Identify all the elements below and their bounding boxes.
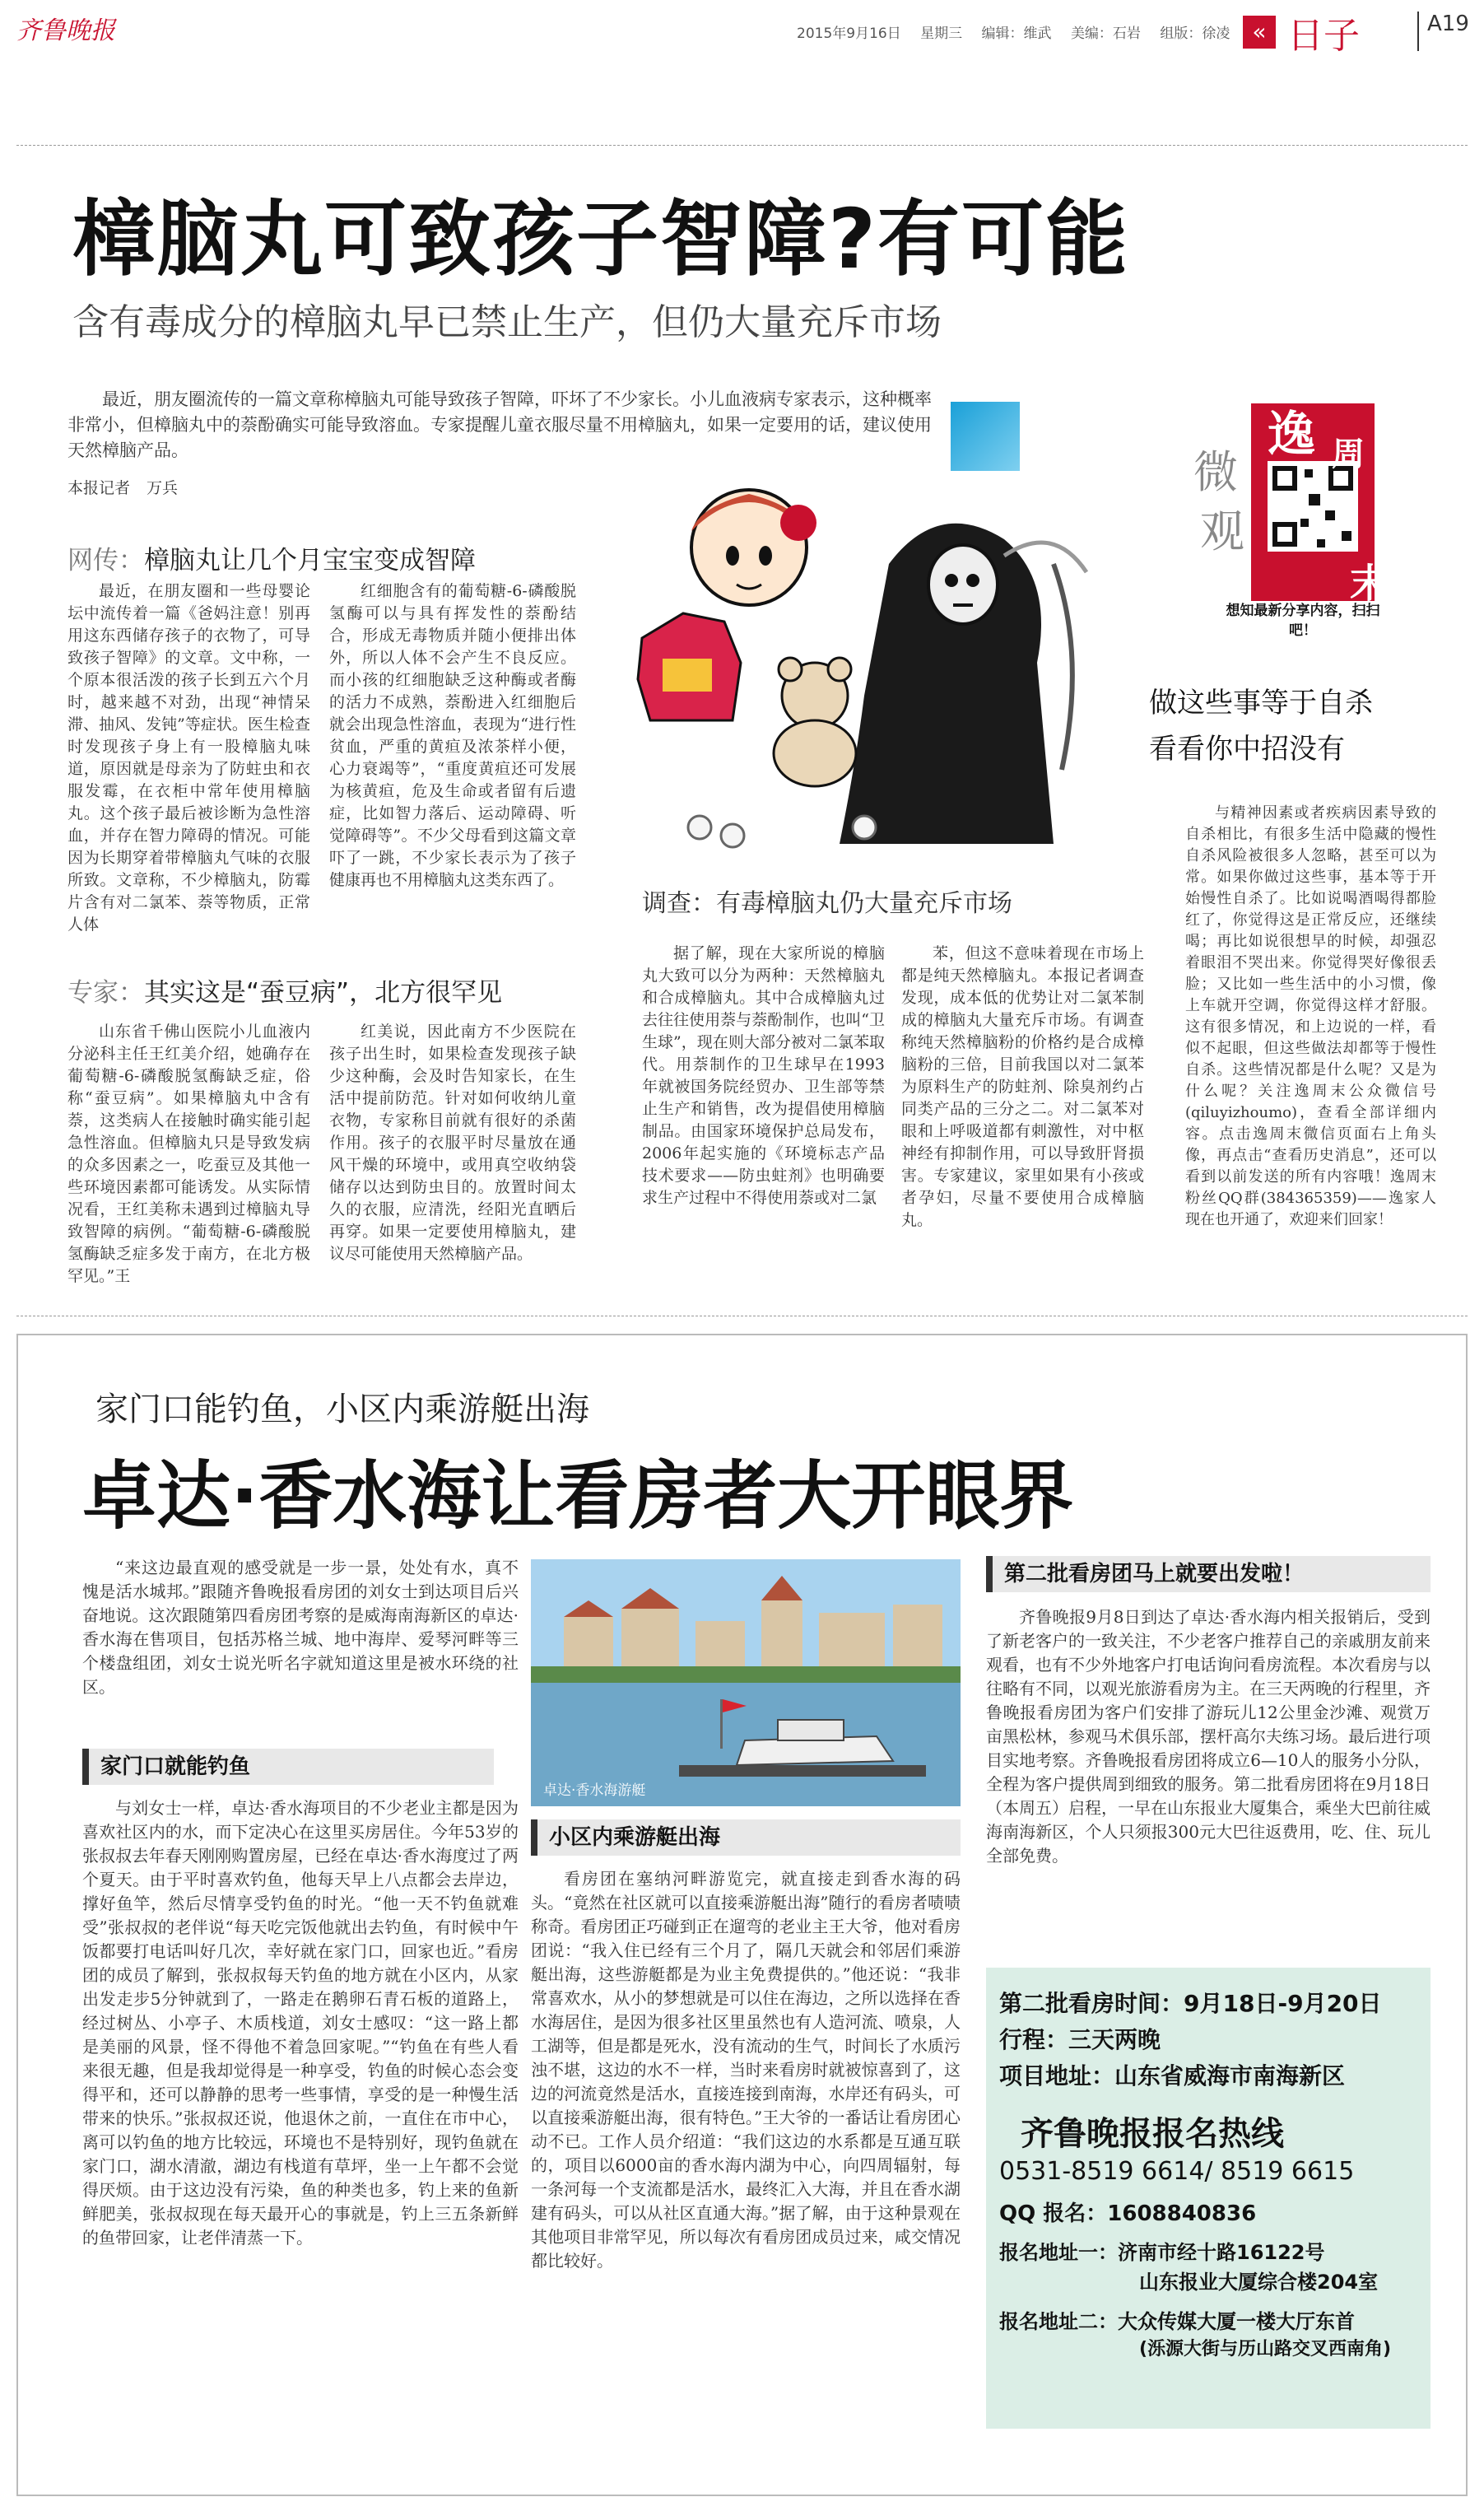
qq-signup — [999, 2197, 1256, 2227]
lede-text: 最近，朋友圈流传的一篇文章称樟脑丸可能导致孩子智障，吓坏了不少家长。小儿血液病专家表示，这种概率非常小，但樟脑丸中的萘酚确实可能导致溶血。专家提醒儿童衣服尽量不用樟脑丸，如果一定要用的话，建议使用天然樟脑产品。 — [67, 389, 932, 460]
hotline-phones: 0531-8519 6614/ 8519 6615 — [999, 2157, 1355, 2186]
ad-headline: 卓达·香水海让看房者大开眼界 — [82, 1453, 1074, 1540]
hotline-title: 齐鲁晚报报名热线 — [1021, 2115, 1284, 2153]
child-figure — [691, 490, 816, 605]
page-number-box — [1417, 12, 1475, 51]
divider — [16, 145, 1468, 150]
sidebar-title — [1149, 680, 1445, 772]
column-text: 最近，在朋友圈和一些母婴论坛中流传着一篇《爸妈注意！别再用这东西储存孩子的衣物了，可导致孩子智障》的文章。文中称，一个原本很活泼的孩子长到五六个月时，越来越不对劲，出现“神情呆滞、抽风、发钝”等症状。医生检查时发现孩子身上有一股樟脑丸味道，原因就是母亲为了防蛀虫和衣服发霉，在衣柜中常年使用樟脑丸。这个孩子最后被诊断为急性溶血，并存在智力障碍的情况。可能因为长期穿着带樟脑丸气味的衣服所致。文章称，不少樟脑丸，防霉片含有对二氯苯、萘等物质，正常人体 — [67, 582, 310, 934]
signup-address-1-line2: 山东报业大厦综合楼204室 — [1139, 2271, 1379, 2294]
info-trip — [999, 2022, 1161, 2055]
article-column — [901, 943, 1144, 1305]
subheading-bar: 第二批看房团马上就要出发啦！ — [986, 1556, 1431, 1592]
info-label: 报名地址一： — [999, 2241, 1118, 2264]
ad-intro — [82, 1556, 519, 1745]
info-label: QQ 报名： — [999, 2201, 1108, 2226]
ad-column — [82, 1796, 519, 2480]
promo-char: 末 — [1350, 561, 1390, 607]
info-label: 报名地址二： — [999, 2310, 1118, 2333]
info-value: 9月18日-9月20日 — [1184, 1990, 1382, 2017]
info-time — [999, 1986, 1382, 2019]
issue-weekday: 星期三 — [920, 26, 963, 42]
promo-char: 周 — [1332, 436, 1365, 473]
grim-reaper-figure — [840, 524, 1086, 844]
subheading-bar: 小区内乘游艇出海 — [531, 1819, 961, 1856]
ad-column — [531, 1867, 961, 2476]
column-text: 据了解，现在大家所说的樟脑丸大致可以分为两种：天然樟脑丸和合成樟脑丸。其中合成樟脑丸过去往往使用萘与萘酚制作，也叫“卫生球”，现在则大部分被对二氯苯取代。用萘制作的卫生球早在1993年就被国务院经贸办、卫生部等禁止生产和销售，改为提倡使用樟脑制品。由国家环境保护总局发布，2006年起实施的《环境标志产品技术要求——防虫蛀剂》也明确要求生产过程中不得使用萘或对二氯 — [642, 944, 885, 1207]
column-text: 红细胞含有的葡萄糖-6-磷酸脱氢酶可以与具有挥发性的萘酚结合，形成无毒物质并随小便排出体外，所以人体不会产生不良反应。而小孩的红细胞缺乏这种酶或者酶的活力不成熟，萘酚进入红细胞后就会出现急性溶血，表现为“进行性贫血，严重的黄疸及浓茶样小便，心力衰竭等”，“重度黄疸还可发展为核黄疸，危及生命或者留有后遗症，比如智力落后、运动障碍、听觉障碍等”。不少父母看到这篇文章吓了一跳，不少家长表示为了孩子健康再也不用樟脑丸这类东西了。 — [329, 582, 576, 889]
ad-kicker: 家门口能钓鱼，小区内乘游艇出海 — [95, 1391, 589, 1428]
promo-char: 观 — [1200, 505, 1244, 557]
ad-column — [986, 1605, 1431, 1959]
info-address — [999, 2058, 1345, 2091]
ad-intro-text: “来这边最直观的感受就是一步一景，处处有水，真不愧是活水城邦。”跟随齐鲁晚报看房团的刘女士到达项目后兴奋地说。这次跟随第四看房团考察的是威海南海新区的卓达·香水海在售项目，包括苏格兰城、地中海岸、爱琴河畔等三个楼盘组团，刘女士说光听名字就知道这里是被水环绕的社区。 — [82, 1558, 519, 1697]
subheading-bar: 家门口就能钓鱼 — [82, 1749, 494, 1785]
promo-char: 逸 — [1268, 406, 1316, 462]
photo-caption: 卓达·香水海游艇 — [543, 1782, 646, 1799]
signup-address-2 — [999, 2305, 1355, 2334]
article-column — [67, 1021, 310, 1301]
divider — [16, 1316, 1468, 1321]
info-label: 第二批看房时间： — [999, 1990, 1184, 2017]
headline: 樟脑丸可致孩子智障?有可能 — [72, 191, 1130, 287]
promo-char: 微 — [1193, 446, 1238, 498]
cartoon-illustration — [593, 449, 1095, 869]
section-heading-1 — [67, 539, 476, 576]
info-value: 大众传媒大厦一楼大厅东首 — [1118, 2310, 1355, 2333]
sidebar-text: 与精神因素或者疾病因素导致的自杀相比，有很多生活中隐藏的慢性自杀风险被很多人忽略，甚至可以为常。如果你做过这些事，基本等于开始慢性自杀了。比如说喝酒喝得都脸红了，你觉得这是正常反应，还继续喝；再比如说很想早的时候，却强忍着眼泪不哭出来。你觉得哭好像很丢脸；又比如一些生活中的小习惯，像上车就开空调，你觉得这样才舒服。这有很多情况，和上边说的一样，看似不起眼，但这些做法却都等于慢性自杀。这些情况都是什么呢？又是为什么呢？关注逸周末公众微信号(qiluyizhoumo)，查看全部详细内容。点击逸周末微信页面右上角头像，再点击“查看历史消息”，还可以看到以前发送的所有内容哦！逸周末粉丝QQ群(384365359)——逸家人现在也开通了，欢迎来们回家！ — [1185, 804, 1436, 1228]
teddy-bear — [774, 658, 856, 786]
section-name: 日子 — [1287, 15, 1360, 57]
proofreader-credit: 组版：徐凌 — [1160, 26, 1230, 42]
masthead-logo: 齐鲁晚报 — [16, 16, 115, 45]
qr-promo-text: 想知最新分享内容，扫扫吧！ — [1226, 603, 1380, 639]
section-heading-label: 网传： — [67, 546, 144, 575]
byline-label: 本报记者 — [67, 479, 131, 497]
chevron-left-icon: « — [1243, 16, 1276, 49]
ad-column-text: 与刘女士一样，卓达·香水海项目的不少老业主都是因为喜欢社区内的水，而下定决心在这里买房居住。今年53岁的张叔叔去年春天刚刚购置房屋，已经在卓达·香水海度过了两个夏天。由于平时喜欢钓鱼，他每天早上八点都会去岸边，撑好鱼竿，然后尽情享受钓鱼的时光。“他一天不钓鱼就难受”张叔叔的老伴说“每天吃完饭他就出去钓鱼，有时候中午饭都要打电话叫好几次，幸好就在家门口，回家也近。”看房团的成员了解到，张叔叔每天钓鱼的地方就在小区内，从家出发走步5分钟就到了，一路走在鹅卵石青石板的道路上，经过树丛、小亭子、木质栈道，刘女士感叹：“这一路上都是美丽的风景，怪不得他不着急回家呢。”“钓鱼在有些人看来很无趣，但是我却觉得是一种享受，钓鱼的时候心态会变得平和，还可以静静的思考一些事情，享受的是一种慢生活带来的快乐。”张叔叔还说，他退休之前，一直住在市中心，离可以钓鱼的地方比较远，环境也不是特别好，现钓鱼就在家门口，湖水清澈，湖边有栈道有草坪，坐一上午都不会觉得厌烦。由于这边没有污染，鱼的种类也多，钓上来的鱼新鲜肥美，张叔叔现在每天最开心的事就是，钓上三五条新鲜的鱼带回家，让老伴清蒸一下。 — [82, 1798, 519, 2248]
designer-credit: 美编：石岩 — [1070, 26, 1141, 42]
info-value: 山东省威海市南海新区 — [1114, 2062, 1346, 2089]
article-column — [642, 943, 885, 1305]
section-heading-text: 樟脑丸让几个月宝宝变成智障 — [144, 546, 476, 575]
column-text: 山东省千佛山医院小儿血液内分泌科主任王红美介绍，她确存在葡萄糖-6-磷酸脱氢酶缺乏症，俗称“蚕豆病”。如果樟脑丸中含有萘，这类病人在接触时确实能引起急性溶血。但樟脑丸只是导致发病的众多因素之一，吃蚕豆及其他一些环境因素都可能诱发。从实际情况看，王红美称未遇到过樟脑丸导致智障的病例。“葡萄糖-6-磷酸脱氢酶缺乏症多发于南方，在北方极罕见。”王 — [67, 1023, 310, 1285]
ad-column-text: 齐鲁晚报9月8日到达了卓达·香水海内相关报销后，受到了新老客户的一致关注，不少老客户推荐自己的亲戚朋友前来观看，也有不少外地客户打电话询问看房流程。本次看房与以往略有不同，以观光旅游看房为主。在三天两晚的行程里，齐鲁晚报看房团为客户们安排了游玩儿12公里金沙滩、观赏万亩黑松林，参观马术俱乐部，摆杆高尔夫练习场。最后进行项目实地考察。齐鲁晚报看房团将成立6—10人的服务小分队，全程为客户提供周到细致的服务。第二批看房团将在9月18日（本周五）启程，一早在山东报业大厦集合，乘坐大巴前往威海南海新区，个人只须报300元大巴往返费用，吃、住、玩儿全部免费。 — [986, 1607, 1431, 1866]
section-heading-2 — [67, 971, 502, 1009]
column-text: 红美说，因此南方不少医院在孩子出生时，如果检查发现孩子缺少这种酶，会及时告知家长，在生活中提前防范。针对如何收纳儿童衣物，专家称目前就有很好的杀菌作用。孩子的衣服平时尽量放在通风干燥的环境中，或用真空收纳袋储存以达到防虫目的。放置时间太久的衣服，应清洗，经阳光直晒后再穿。如果一定要使用樟脑丸，建议尽可能使用天然樟脑产品。 — [329, 1023, 576, 1263]
illustration-caption: 调查：有毒樟脑丸仍大量充斥市场 — [642, 889, 1012, 918]
byline — [67, 476, 178, 498]
article-column — [329, 580, 576, 943]
page-number: A19 — [1427, 12, 1469, 36]
info-label: 项目地址： — [999, 2062, 1115, 2089]
editor-credit: 编辑：维武 — [981, 26, 1052, 42]
signup-address-2-line2: (泺源大街与历山路交叉西南角) — [1139, 2339, 1392, 2360]
info-label: 行程： — [999, 2026, 1069, 2053]
sidebar-body — [1185, 803, 1436, 1305]
column-text: 苯，但这不意味着现在市场上都是纯天然樟脑丸。本报记者调查发现，成本低的优势让对二氯苯制成的樟脑丸大量充斥市场。有调查称纯天然樟脑粉的价格约是合成樟脑粉的三倍，目前我国以对二氯苯为原料生产的防蛀剂、除臭剂约占同类产品的三分之二。对二氯苯对眼和上呼吸道都有刺激性，对中枢神经有抑制作用，可以导致肝肾损害。专家建议，家里如果有小孩或者孕妇，尽量不要使用合成樟脑丸。 — [901, 944, 1144, 1229]
sidebar-title-line: 看看你中招没有 — [1149, 733, 1345, 766]
ad-column-text: 看房团在塞纳河畔游览完，就直接走到香水海的码头。“竟然在社区就可以直接乘游艇出海”随行的看房者啧啧称奇。看房团正巧碰到正在遛弯的老业主王大爷，他对看房团说：“我入住已经有三个月了，隔几天就会和邻居们乘游艇出海，这些游艇都是为业主免费提供的。”他还说：“我非常喜欢水，从小的梦想就是可以住在海边，之所以选择在香水海居住，是因为很多社区里虽然也有人造河流、喷泉，人工湖等，但是都是死水，没有流动的生气，时间长了水质污浊不堪，这边的水不一样，当时来看房时就被惊喜到了，这边的河流竟然是活水，直接连接到南海，水岸还有码头，可以直接乘游艇出海，很有特色。”王大爷的一番话让看房团心动不已。工作人员介绍道：“我们这边的水系都是互通互联的，项目以6000亩的香水海内湖为中心，向四周辐射，每一条河每一个支流都是活水，最终汇入大海，并且在香水湖建有码头，可以从社区直通大海。”据了解，由于这种景观在其他项目非常罕见，所以每次有看房团成员过来，咸交情况都比较好。 — [531, 1869, 961, 2271]
sidebar-title-line: 做这些事等于自杀 — [1149, 687, 1373, 720]
byline-name: 万兵 — [147, 479, 179, 497]
section-tag — [1243, 7, 1416, 58]
info-value: 1608840836 — [1107, 2201, 1257, 2226]
article-column — [67, 580, 310, 943]
section-heading-label: 专家： — [67, 978, 144, 1008]
section-heading-text: 其实这是“蚕豆病”，北方很罕见 — [144, 978, 503, 1008]
signup-address-1 — [999, 2236, 1325, 2265]
yacht-photo — [531, 1559, 961, 1806]
article-column — [329, 1021, 576, 1301]
info-value: 三天两晚 — [1068, 2026, 1161, 2053]
issue-date: 2015年9月16日 — [797, 26, 901, 42]
sweater-garment — [638, 613, 741, 720]
subheadline: 含有毒成分的樟脑丸早已禁止生产，但仍大量充斥市场 — [72, 301, 942, 343]
header-meta — [797, 21, 1244, 42]
info-value: 济南市经十路16122号 — [1118, 2241, 1325, 2264]
